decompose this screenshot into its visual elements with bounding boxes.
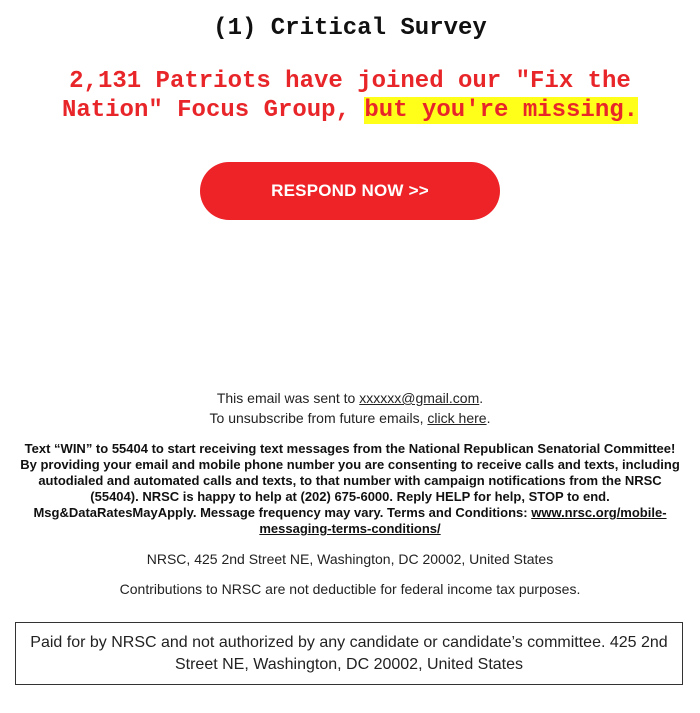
subhead-highlight: but you're missing. bbox=[364, 97, 639, 124]
sms-consent-text bbox=[18, 441, 682, 537]
sent-to-suffix: . bbox=[479, 390, 484, 406]
unsubscribe-line bbox=[0, 408, 700, 428]
mailing-address: NRSC, 425 2nd Street NE, Washington, DC 20002, United States bbox=[146, 551, 554, 567]
contributions-notice: Contributions to NRSC are not deductible for federal income tax purposes. bbox=[119, 581, 581, 597]
respond-now-button[interactable]: RESPOND NOW >> bbox=[200, 162, 500, 220]
subhead-text bbox=[20, 67, 680, 125]
recipient-email-link[interactable]: xxxxxx@gmail.com bbox=[359, 390, 480, 406]
subhead-main: 2,131 Patriots have joined our "Fix the Nation" Focus Group, bbox=[61, 68, 631, 124]
sent-to-line bbox=[0, 388, 700, 408]
unsubscribe-link[interactable]: click here bbox=[427, 410, 487, 426]
sms-consent-body: Text “WIN” to 55404 to start receiving text messages from the National Republican Senatorial Committee! By providing your email and mobile phone number you are consenting to receive calls and texts, including autodialed and automated calls and texts, to that number with campaign notifications from the NRSC (55404). NRSC is happy to help at (202) 675-6000. Reply HELP for help, STOP to end. Msg&DataRatesMayApply. Message frequency may vary. Terms and Conditions: bbox=[20, 441, 680, 520]
sent-to-prefix: This email was sent to bbox=[216, 390, 360, 406]
paid-for-disclaimer bbox=[15, 622, 683, 685]
email-title: (1) Critical Survey bbox=[213, 15, 487, 42]
terms-conditions-link[interactable]: www.nrsc.org/mobile-messaging-terms-conditions/ bbox=[259, 505, 667, 536]
disclaimer-text: Paid for by NRSC and not authorized by any candidate or candidate’s committee. 425 2nd Street NE, Washington, DC 20002, United States bbox=[30, 633, 668, 673]
unsubscribe-prefix: To unsubscribe from future emails, bbox=[209, 410, 428, 426]
unsubscribe-suffix: . bbox=[486, 410, 491, 426]
